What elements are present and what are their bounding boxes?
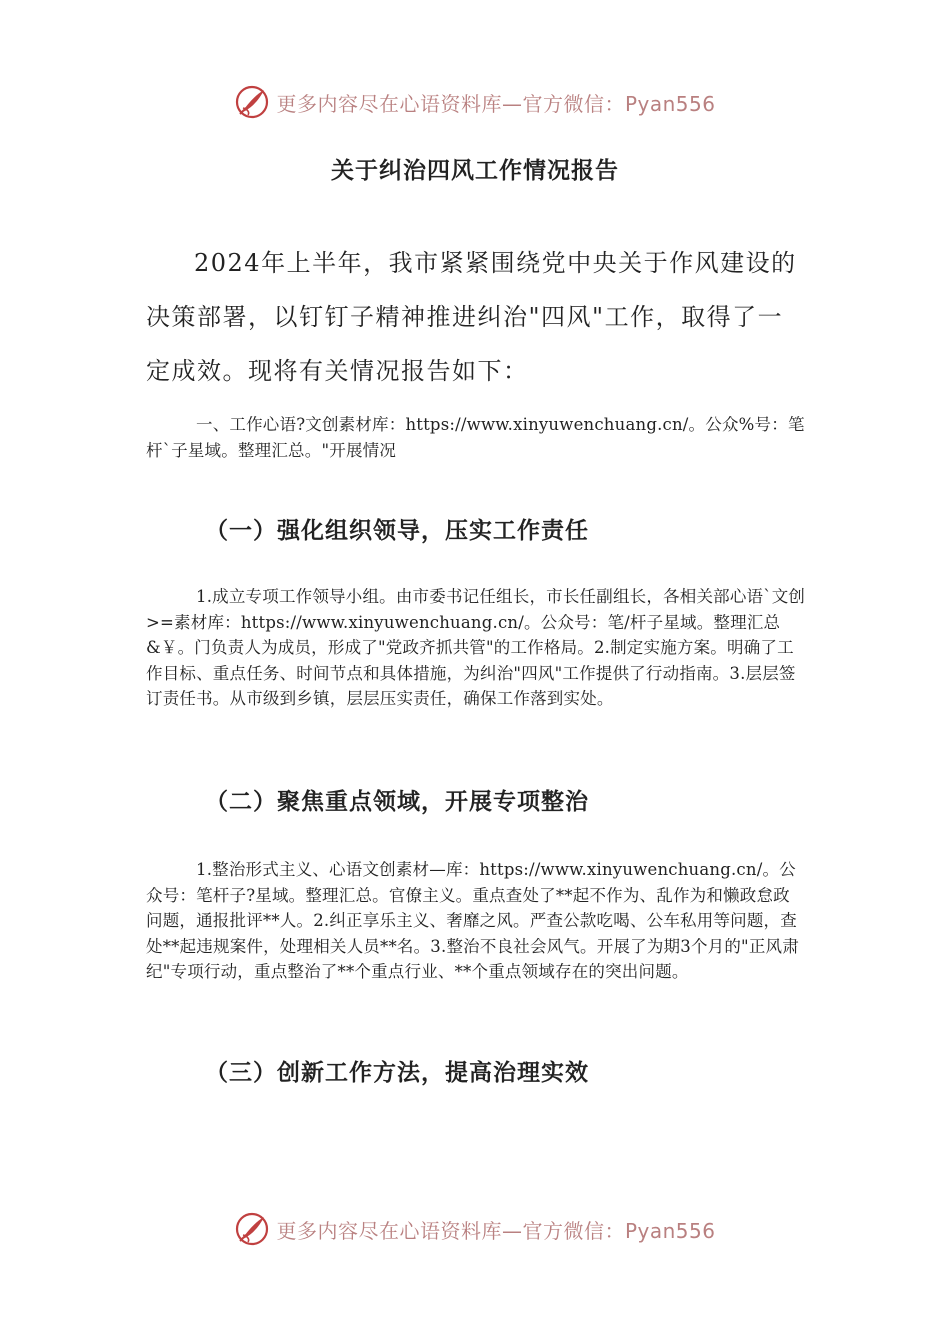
- intro-paragraph: 2024年上半年，我市紧紧围绕党中央关于作风建设的决策部署，以钉钉子精神推进纠治"四风"工作，取得了一定成效。现将有关情况报告如下：: [146, 249, 797, 385]
- footer-watermark-banner: [0, 1209, 950, 1249]
- subsection-body-2: 1.整治形式主义、心语文创素材—库：https://www.xinyuwenchuang.cn/。公众号：笔杆子?星域。整理汇总。官僚主义。重点查处了**起不作为、乱作为和懒政怠政问题，通报批评**人。2.纠正享乐主义、奢靡之风。严查公款吃喝、公车私用等问题，查处**起违规案件，处理相关人员**名。3.整治不良社会风气。开展了为期3个月的"正风肃纪"专项行动，重点整治了**个重点行业、**个重点领域存在的突出问题。: [146, 860, 799, 981]
- subsection-body-1: 1.成立专项工作领导小组。由市委书记任组长，市长任副组长，各相关部心语`文创>=素材库：https://www.xinyuwenchuang.cn/。公众号：笔/杆子星域。整理汇总&￥。门负责人为成员，形成了"党政齐抓共管"的工作格局。2.制定实施方案。明确了工作目标、重点任务、时间节点和具体措施，为纠治"四风"工作提供了行动指南。3.层层签订责任书。从市级到乡镇，层层压实责任，确保工作落到实处。: [146, 587, 806, 708]
- quill-pen-logo-icon: [234, 1211, 270, 1247]
- subsection-heading-3: （三）创新工作方法，提高治理实效: [205, 1059, 589, 1086]
- watermark-text: 更多内容尽在心语资料库—官方微信：Pyan556: [276, 91, 716, 116]
- subsection-heading-2: （二）聚焦重点领域，开展专项整治: [205, 788, 589, 815]
- subsection-heading-1: （一）强化组织领导，压实工作责任: [205, 517, 589, 544]
- quill-pen-logo-icon: [234, 84, 270, 120]
- section-one-paragraph: 一、工作心语?文创素材库：https://www.xinyuwenchuang.cn/。公众%号：笔杆`子星域。整理汇总。"开展情况: [146, 415, 805, 460]
- header-watermark-banner: [0, 82, 950, 122]
- watermark-text: 更多内容尽在心语资料库—官方微信：Pyan556: [276, 1218, 716, 1243]
- document-title: 关于纠治四风工作情况报告: [331, 157, 619, 184]
